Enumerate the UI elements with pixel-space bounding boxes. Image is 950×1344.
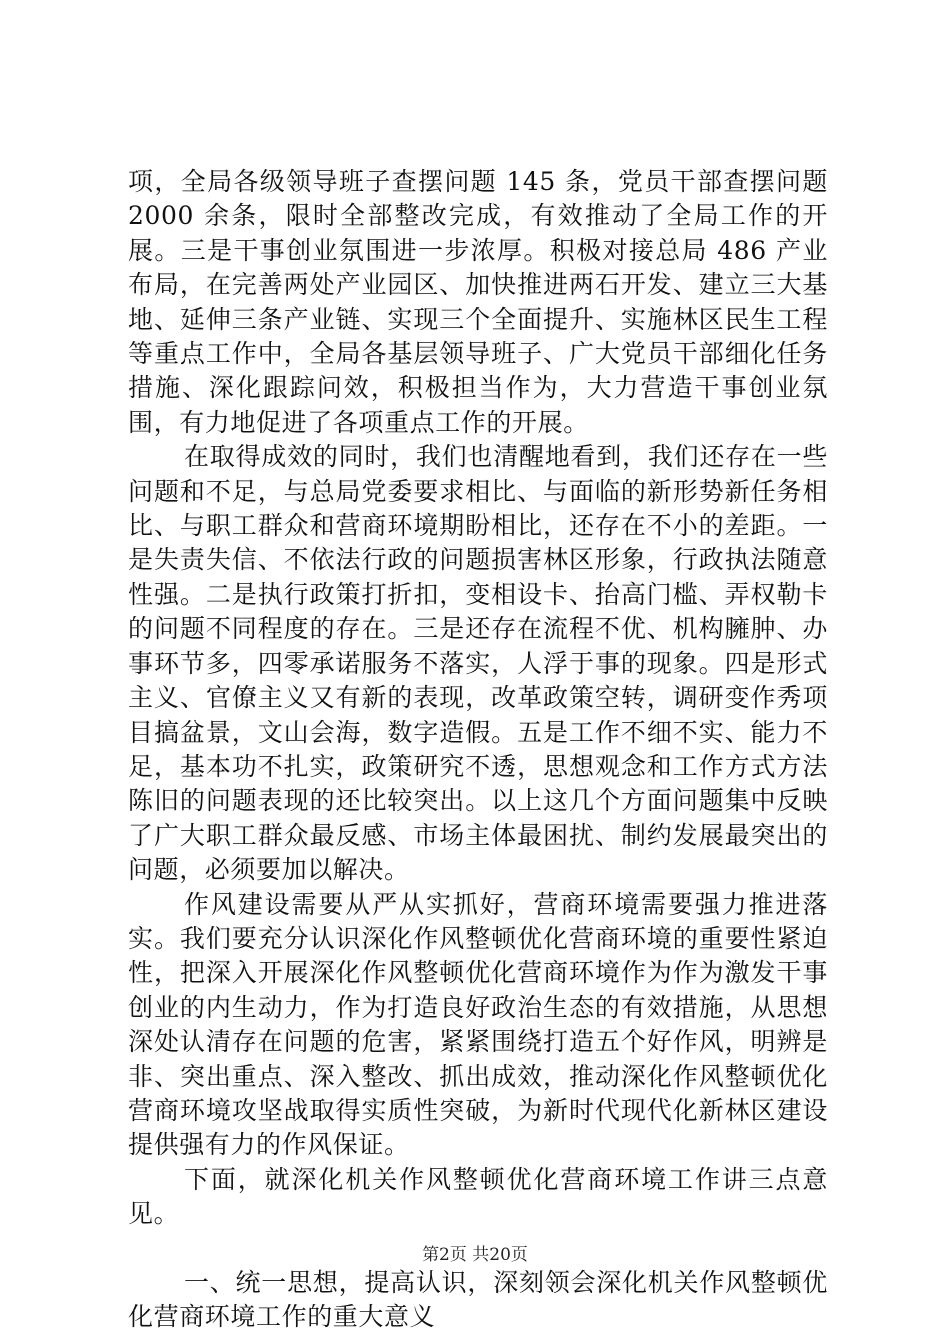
paragraph-intro-opinions: 下面，就深化机关作风整顿优化营商环境工作讲三点意见。 — [128, 1164, 828, 1229]
paragraph-problems: 在取得成效的同时，我们也清醒地看到，我们还存在一些问题和不足，与总局党委要求相比、与面临的新形势新任务相比、与职工群众和营商环境期盼相比，还存在不小的差距。一是失责失信、不依法行政的问题损害林区形象，行政执法随意性强。二是执行政策打折扣，变相设卡、抬高门槛、弄权勒卡的问题不同程度的存在。三是还存在流程不优、机构臃肿、办事环节多，四零承诺服务不落实，人浮于事的现象。四是形式主义、官僚主义又有新的表现，改革政策空转，调研变作秀项目搞盆景，文山会海，数字造假。五是工作不细不实、能力不足，基本功不扎实，政策研究不透，思想观念和工作方式方法陈旧的问题表现的还比较突出。以上这几个方面问题集中反映了广大职工群众最反感、市场主体最困扰、制约发展最突出的问题，必须要加以解决。 — [128, 442, 828, 885]
paragraph-work-style: 作风建设需要从严从实抓好，营商环境需要强力推进落实。我们要充分认识深化作风整顿优化营商环境的重要性紧迫性，把深入开展深化作风整顿优化营商环境作为作为激发干事创业的内生动力，作为打造良好政治生态的有效措施，从思想深处认清存在问题的危害，紧紧围绕打造五个好作风，明辨是非、突出重点、深入整改、抓出成效，推动深化作风整顿优化营商环境攻坚战取得实质性突破，为新时代现代化新林区建设提供强有力的作风保证。 — [128, 889, 828, 1160]
page-footer: 第2页 共20页 — [422, 1245, 528, 1265]
document-body — [128, 165, 828, 1334]
section-heading: 一、统一思想，提高认识，深刻领会深化机关作风整顿优化营商环境工作的重大意义 — [128, 1267, 828, 1331]
paragraph-continuation: 项，全局各级领导班子查摆问题 145 条，党员干部查摆问题 2000 余条，限时全部整改完成，有效推动了全局工作的开展。三是干事创业氛围进一步浓厚。积极对接总局 486 产业布局，在完善两处产业园区、加快推进两石开发、建立三大基地、延伸三条产业链、实现三个全面提升、实施林区民生工程等重点工作中，全局各基层领导班子、广大党员干部细化任务措施、深化跟踪问效，积极担当作为，大力营造干事创业氛围，有力地促进了各项重点工作的开展。 — [128, 167, 828, 437]
